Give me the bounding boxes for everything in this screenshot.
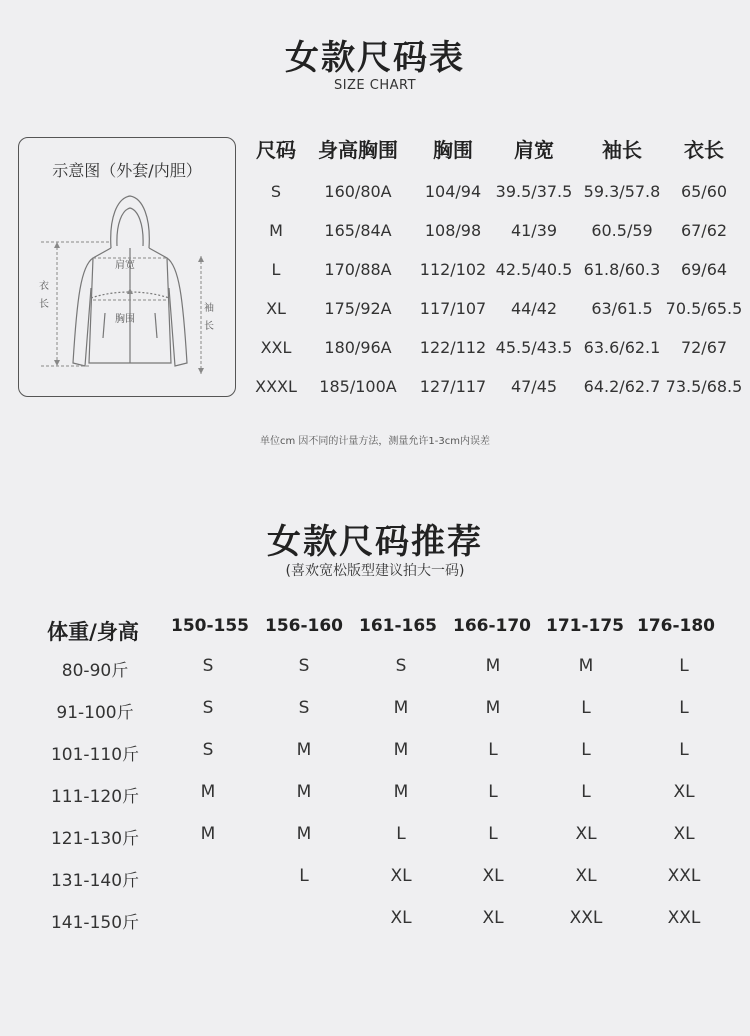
cell-recommended-size: M [200,782,216,802]
cell-recommended-size: XL [673,782,695,802]
cell-recommended-size: XXL [667,908,701,928]
cell-size: L [271,260,281,279]
recommendation-header [0,610,750,648]
header-height-range: 166-170 [452,616,532,636]
cell-recommended-size: M [393,740,409,760]
cell-weight: 111-120斤 [50,787,140,807]
cell-chest: 112/102 [419,260,487,279]
cell-sleeve: 63.6/62.1 [583,338,661,357]
cell-recommended-size: M [485,656,501,676]
cell-recommended-size: XL [575,824,597,844]
header-chest: 胸围 [433,138,473,162]
cell-recommended-size: M [393,782,409,802]
cell-recommended-size: L [488,740,498,760]
header-sleeve: 袖长 [602,138,642,162]
header-shoulder: 肩宽 [514,138,554,162]
cell-shoulder: 45.5/43.5 [495,338,573,357]
recommendation-row [0,648,750,690]
cell-recommended-size: S [202,740,214,760]
cell-recommended-size: XL [482,908,504,928]
size-table-row [250,207,750,246]
cell-recommended-size: M [296,782,312,802]
cell-recommended-size: XL [673,824,695,844]
cell-recommended-size: XXL [569,908,603,928]
cell-size: M [269,221,283,240]
cell-height-chest: 165/84A [324,221,392,240]
cell-sleeve: 64.2/62.7 [583,377,661,396]
size-table [250,132,750,402]
cell-length: 67/62 [680,221,728,240]
cell-recommended-size: L [679,698,689,718]
size-table-row [250,168,750,207]
cell-length: 72/67 [680,338,728,357]
cell-height-chest: 185/100A [319,377,397,396]
recommendation-title: 女款尺码推荐 [267,522,483,562]
cell-recommended-size: M [485,698,501,718]
cell-size: S [270,182,282,201]
cell-length: 65/60 [680,182,728,201]
cell-size: XXXL [255,377,297,396]
cell-recommended-size: L [299,866,309,886]
cell-recommended-size: L [488,824,498,844]
cell-recommended-size: XL [390,908,412,928]
recommendation-row [0,774,750,816]
size-table-row [250,246,750,285]
cell-shoulder: 42.5/40.5 [495,260,573,279]
size-table-row [250,285,750,324]
cell-weight: 131-140斤 [50,871,140,891]
recommendation-row [0,732,750,774]
cell-sleeve: 59.3/57.8 [583,182,661,201]
cell-recommended-size: XL [482,866,504,886]
cell-sleeve: 63/61.5 [591,299,653,318]
cell-recommended-size: L [581,698,591,718]
header-size: 尺码 [256,138,296,162]
recommendation-row [0,858,750,900]
header-height-range: 171-175 [545,616,625,636]
size-table-header [250,132,750,168]
cell-recommended-size: L [679,740,689,760]
cell-recommended-size: M [578,656,594,676]
cell-recommended-size: S [395,656,407,676]
cell-recommended-size: XL [575,866,597,886]
cell-chest: 117/107 [419,299,487,318]
cell-weight: 91-100斤 [56,703,134,723]
cell-size: XXL [260,338,292,357]
cell-length: 70.5/65.5 [665,299,743,318]
label-sleeve: 袖长 [204,303,214,332]
jacket-diagram [18,137,236,397]
cell-height-chest: 160/80A [324,182,392,201]
cell-weight: 141-150斤 [50,913,140,933]
diagram-caption: 示意图（外套/内胆） [52,161,202,180]
cell-recommended-size: L [679,656,689,676]
cell-weight: 80-90斤 [61,661,129,681]
cell-recommended-size: XXL [667,866,701,886]
size-chart-subtitle: SIZE CHART [333,78,417,93]
cell-length: 73.5/68.5 [665,377,743,396]
label-length: 衣长 [39,281,49,310]
cell-sleeve: 61.8/60.3 [583,260,661,279]
measurement-note: 单位cm 因不同的计量方法，测量允许1-3cm内误差 [260,436,490,447]
label-shoulder: 肩宽 [115,260,135,271]
header-length: 衣长 [684,138,724,162]
cell-height-chest: 170/88A [324,260,392,279]
cell-weight: 121-130斤 [50,829,140,849]
header-height-range: 156-160 [264,616,344,636]
header-height-range: 176-180 [636,616,716,636]
cell-shoulder: 39.5/37.5 [495,182,573,201]
cell-recommended-size: M [200,824,216,844]
cell-length: 69/64 [680,260,728,279]
cell-recommended-size: M [296,824,312,844]
cell-recommended-size: S [202,698,214,718]
cell-shoulder: 47/45 [510,377,558,396]
label-chest: 胸围 [115,314,135,325]
header-height-range: 161-165 [358,616,438,636]
cell-chest: 108/98 [424,221,482,240]
cell-height-chest: 175/92A [324,299,392,318]
cell-recommended-size: XL [390,866,412,886]
cell-recommended-size: L [581,782,591,802]
cell-recommended-size: M [296,740,312,760]
cell-sleeve: 60.5/59 [591,221,653,240]
cell-recommended-size: L [488,782,498,802]
recommendation-row [0,816,750,858]
header-height-chest: 身高胸围 [318,138,398,162]
cell-shoulder: 41/39 [510,221,558,240]
size-table-row [250,324,750,363]
cell-recommended-size: S [298,656,310,676]
header-height-range: 150-155 [170,616,250,636]
size-chart-title: 女款尺码表 [285,38,465,78]
cell-weight: 101-110斤 [50,745,140,765]
recommendation-table [0,610,750,942]
recommendation-row [0,690,750,732]
cell-recommended-size: S [298,698,310,718]
cell-recommended-size: M [393,698,409,718]
cell-recommended-size: L [581,740,591,760]
cell-chest: 104/94 [424,182,482,201]
cell-height-chest: 180/96A [324,338,392,357]
size-table-row [250,363,750,402]
cell-shoulder: 44/42 [510,299,558,318]
cell-size: XL [266,299,286,318]
cell-chest: 122/112 [419,338,487,357]
recommendation-row [0,900,750,942]
cell-chest: 127/117 [419,377,487,396]
header-weight-height: 体重/身高 [47,620,139,644]
recommendation-subtitle: (喜欢宽松版型建议拍大一码) [285,563,465,579]
cell-recommended-size: S [202,656,214,676]
cell-recommended-size: L [396,824,406,844]
